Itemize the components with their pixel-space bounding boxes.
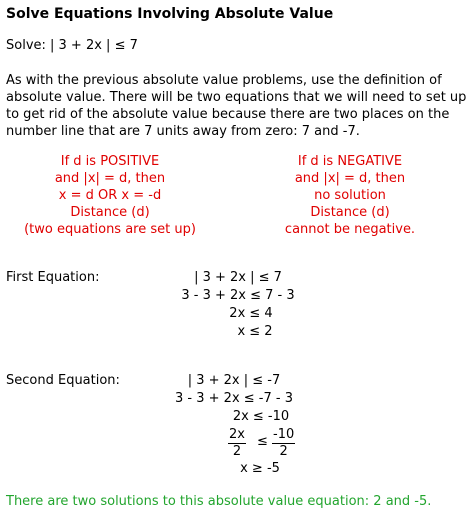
conclusion: There are two solutions to this absolute value equation: 2 and -5.	[6, 494, 432, 509]
problem-statement: Solve: | 3 + 2x | ≤ 7	[6, 38, 138, 53]
positive-case-line: Distance (d)	[70, 205, 150, 220]
first-step: x ≤ 2	[237, 324, 273, 339]
second-final-step: x ≥ -5	[240, 461, 280, 476]
fraction-right-denominator: 2	[279, 444, 288, 459]
first-equation-label: First Equation:	[6, 270, 100, 285]
fraction-right-numerator: -10	[273, 427, 295, 442]
first-step: 3 - 3 + 2x ≤ 7 - 3	[181, 288, 295, 303]
fraction-left-denominator: 2	[232, 444, 242, 459]
fraction-right	[272, 427, 295, 460]
first-step: 2x ≤ 4	[229, 306, 273, 321]
second-equation-label: Second Equation:	[6, 373, 120, 388]
page-title: Solve Equations Involving Absolute Value	[6, 6, 334, 22]
positive-case	[0, 153, 220, 238]
positive-case-line: (two equations are set up)	[24, 222, 196, 237]
negative-case	[240, 153, 460, 238]
negative-case-line: If d is NEGATIVE	[297, 154, 403, 169]
intro-paragraph: As with the previous absolute value problems, use the definition of absolute value. There will be two equations that we will need to set up to get rid of the absolute value because there are two places on the number line that are 7 units away from zero: 7 and -7.	[6, 73, 467, 139]
positive-case-line: x = d OR x = -d	[58, 188, 162, 203]
negative-case-line: and |x| = d, then	[294, 171, 406, 186]
second-step: 2x ≤ -10	[232, 409, 290, 424]
negative-case-line: no solution	[314, 188, 386, 203]
fraction-operator: ≤	[257, 434, 268, 449]
negative-case-line: Distance (d)	[310, 205, 390, 220]
positive-case-line: If d is POSITIVE	[60, 154, 160, 169]
first-step: | 3 + 2x | ≤ 7	[194, 270, 282, 285]
second-step: | 3 + 2x | ≤ -7	[187, 373, 281, 388]
positive-case-line: and |x| = d, then	[54, 171, 166, 186]
fraction-left-numerator: 2x	[229, 427, 245, 442]
negative-case-line: cannot be negative.	[284, 222, 416, 237]
second-step: 3 - 3 + 2x ≤ -7 - 3	[175, 391, 293, 406]
fraction-left	[228, 427, 246, 460]
